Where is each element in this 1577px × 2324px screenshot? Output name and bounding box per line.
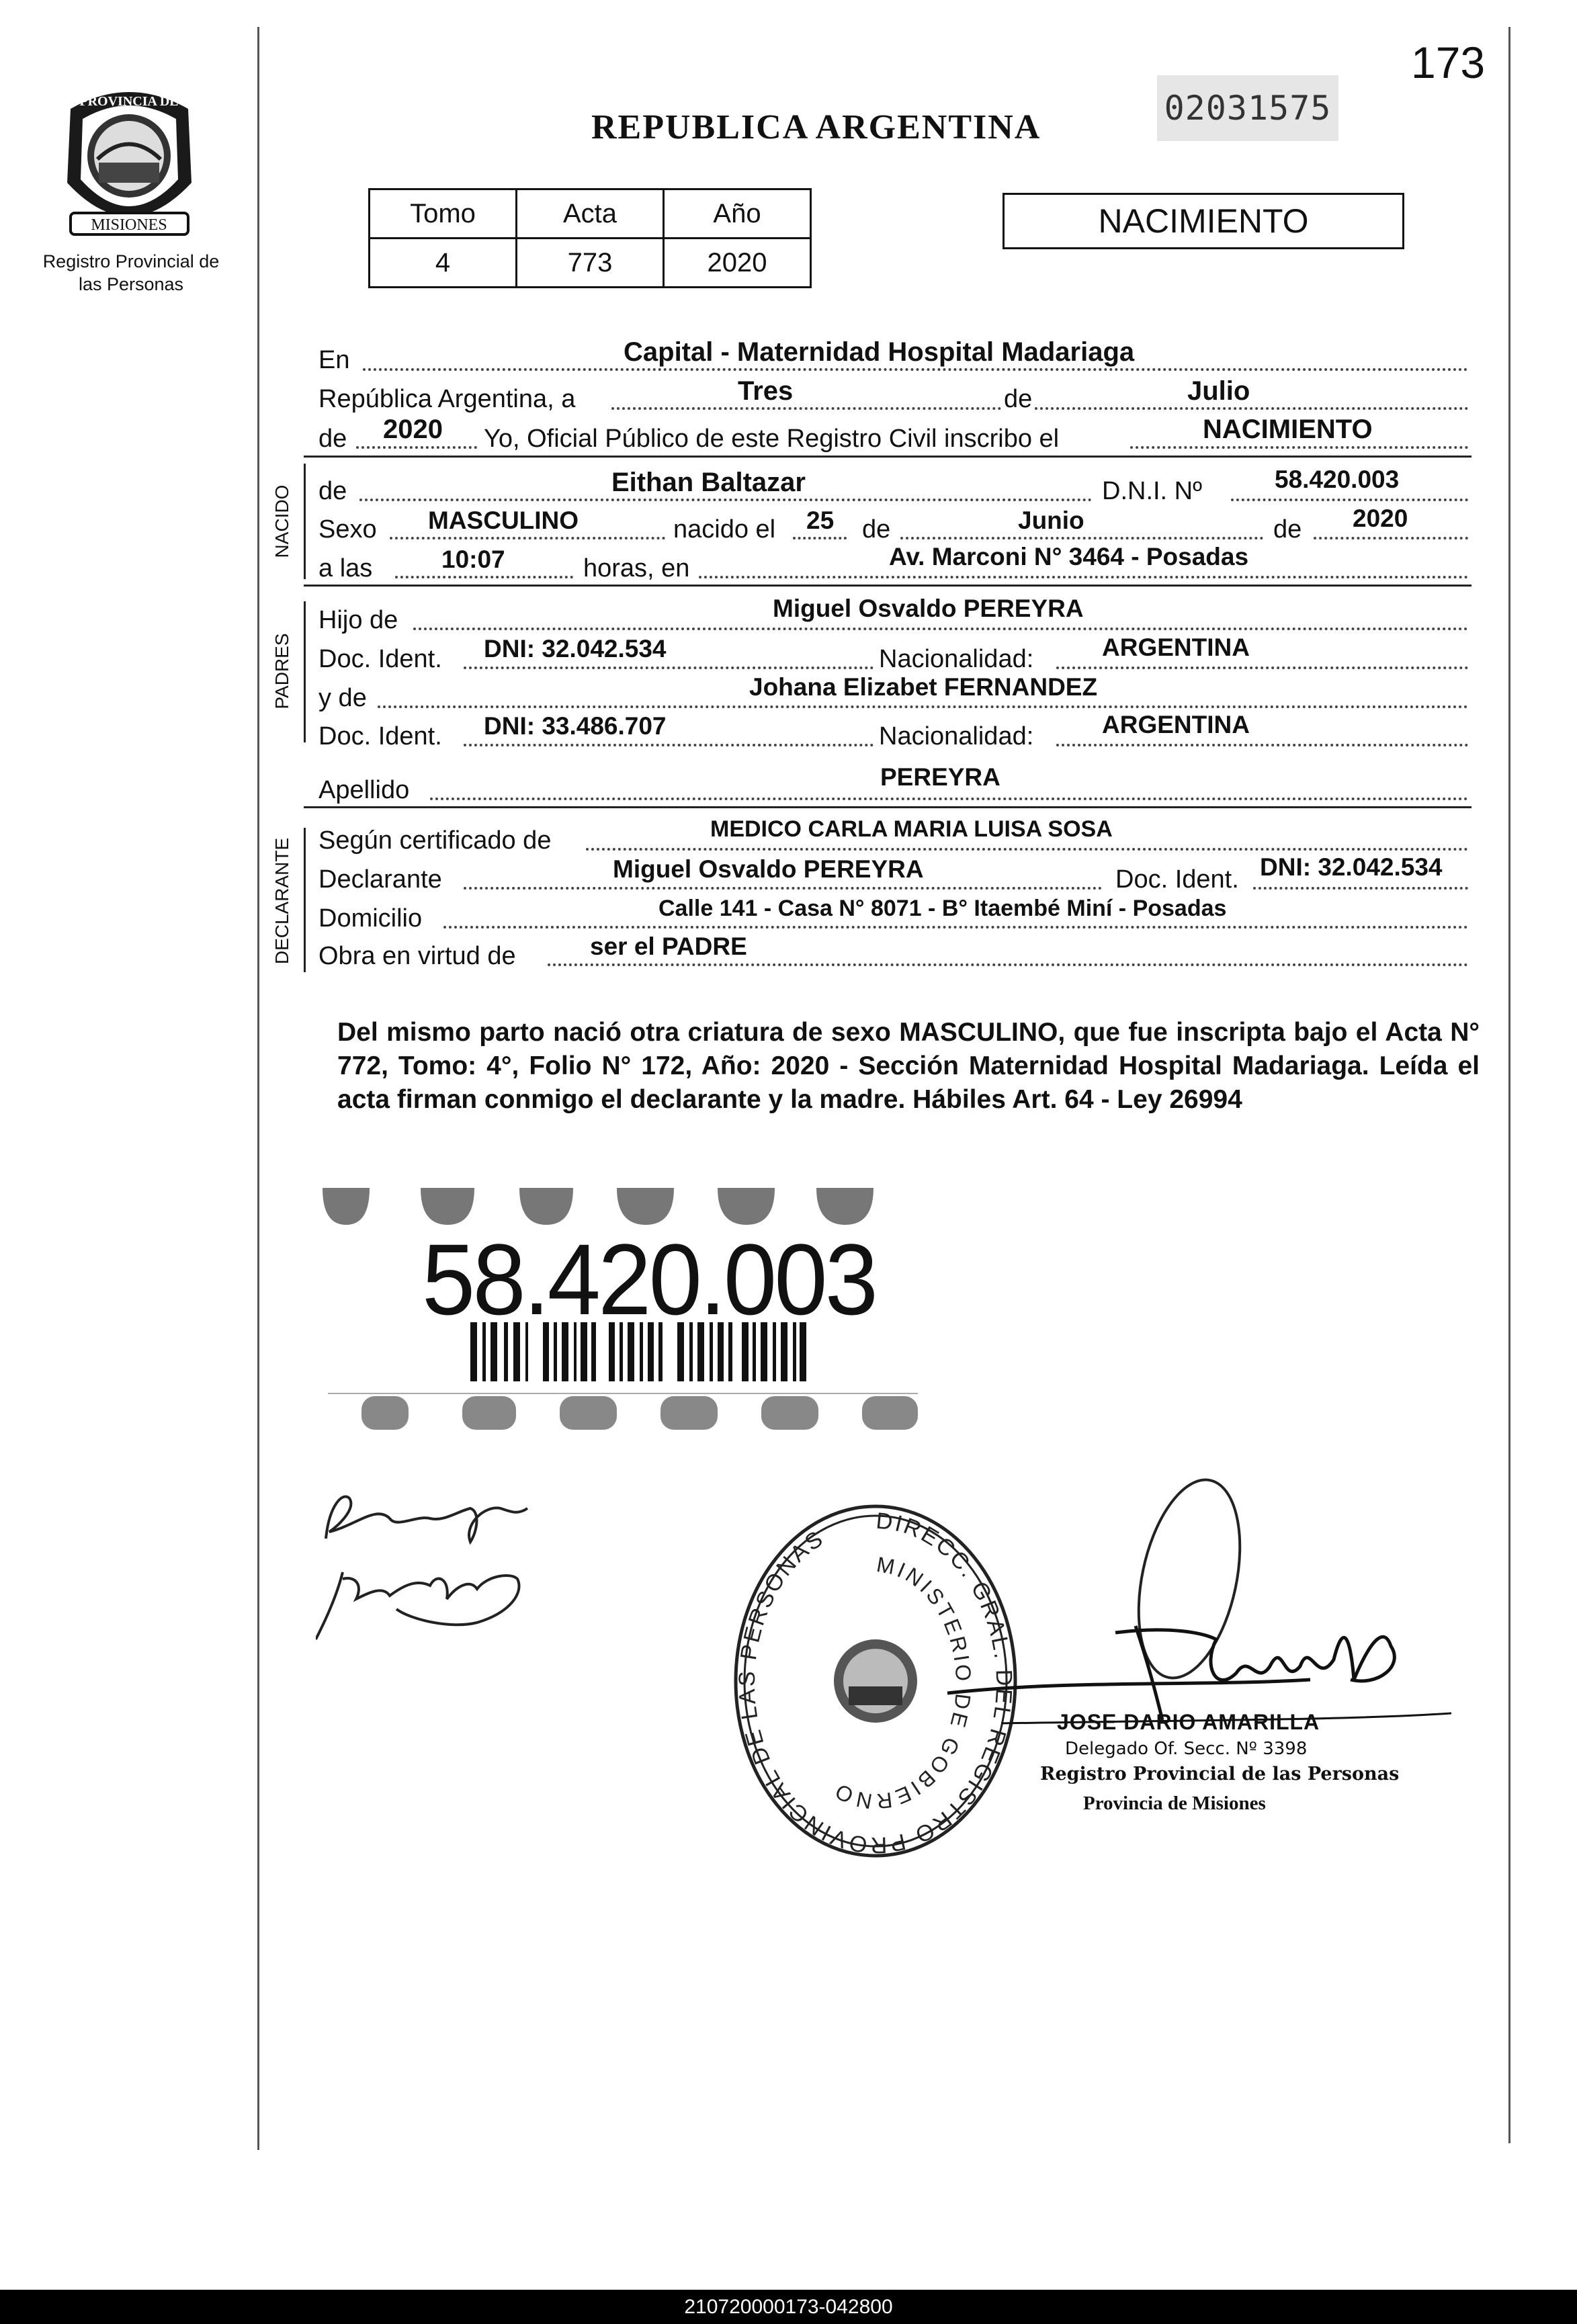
registry-name: Registro Provincial de las Personas (42, 251, 220, 294)
day-value: Tres (738, 376, 794, 406)
dots (900, 537, 1263, 540)
dots (390, 537, 665, 540)
dots (395, 576, 573, 578)
hours-label: horas, en (583, 554, 690, 583)
nacido-de-label: de (318, 477, 347, 505)
logo-top-text: PROVINCIA DE (79, 94, 179, 109)
scan-footer-code: 210720000173-042800 (0, 2290, 1577, 2324)
divider (304, 456, 1472, 458)
divider (304, 806, 1472, 808)
nacido-bracket (304, 464, 306, 579)
record-table (368, 188, 812, 288)
padres-bracket (304, 601, 306, 742)
declarante-doc-label: Doc. Ident. (1115, 865, 1239, 894)
dots (1056, 666, 1468, 669)
stamp-inner-text: MINISTERIO DE GOBIERNO (828, 1552, 976, 1814)
sticker-dni-number: 58.420.003 (422, 1223, 876, 1336)
child-dni-value: 58.420.003 (1275, 466, 1400, 493)
year-label: de (318, 425, 347, 453)
obra-value: ser el PADRE (590, 933, 747, 960)
birth-day-value: 25 (806, 507, 835, 534)
dots (356, 446, 477, 449)
dots (464, 666, 873, 669)
record-type-box: NACIMIENTO (1003, 193, 1404, 249)
father-name-value: Miguel Osvaldo PEREYRA (773, 595, 1084, 622)
mother-nationality-value: ARGENTINA (1102, 711, 1250, 738)
dots (611, 407, 1001, 410)
padres-section-label: PADRES (271, 633, 292, 709)
serial-number-stamp: 02031575 (1157, 75, 1338, 141)
notes-paragraph: Del mismo parto nació otra criatura de sexo MASCULINO, que fue inscripta bajo el Acta N° 772, Tomo: 4°, Folio N° 172, Año: 2020 - Sección Maternidad Hospital Madariaga. Leída el acta firman conmigo el declarante y la madre. Hábiles Art. 64 - Ley 26994 (337, 1018, 1480, 1114)
father-nationality-value: ARGENTINA (1102, 634, 1250, 661)
birth-year-value: 2020 (1353, 505, 1408, 532)
apellido-value: PEREYRA (880, 763, 1000, 791)
divider (304, 585, 1472, 587)
dots (1035, 407, 1468, 410)
official-name: JOSE DARIO AMARILLA (1057, 1710, 1320, 1734)
dots (413, 628, 1468, 630)
declarante-name-value: Miguel Osvaldo PEREYRA (613, 855, 924, 883)
time-label: a las (318, 554, 373, 583)
dots (363, 368, 1468, 371)
dots (464, 744, 873, 746)
declarant-signatures (316, 1478, 538, 1660)
birth-month-value: Junio (1018, 507, 1084, 534)
province-logo (57, 82, 202, 240)
declarante-doc-value: DNI: 32.042.534 (1260, 853, 1443, 881)
certificate-label: Según certificado de (318, 826, 552, 855)
page-number: 173 (1411, 38, 1486, 87)
hijo-label: Hijo de (318, 606, 398, 634)
month-label: de (1004, 385, 1033, 413)
mother-doc-label: Doc. Ident. (318, 722, 442, 750)
anio-value: 2020 (664, 239, 811, 288)
domicilio-value: Calle 141 - Casa N° 8071 - B° Itaembé Miní - Posadas (658, 896, 1227, 921)
month-value: Julio (1187, 376, 1250, 406)
declarante-section-label: DECLARANTE (271, 837, 292, 965)
father-doc-value: DNI: 32.042.534 (484, 635, 667, 662)
birthplace-value: Av. Marconi N° 3464 - Posadas (889, 543, 1249, 570)
dots (378, 705, 1468, 708)
birth-year-label: de (1273, 515, 1302, 544)
y-de-label: y de (318, 684, 367, 712)
act-type-value: NACIMIENTO (1203, 415, 1373, 444)
nacido-section-label: NACIDO (271, 484, 292, 558)
dots (430, 798, 1468, 800)
father-nationality-label: Nacionalidad: (879, 645, 1034, 673)
republic-label: República Argentina, a (318, 385, 576, 413)
dots (793, 537, 847, 540)
place-value: Capital - Maternidad Hospital Madariaga (624, 337, 1135, 367)
tomo-value: 4 (370, 239, 517, 288)
dots (1253, 887, 1468, 890)
dni-sticker (321, 1188, 918, 1432)
dots (1314, 537, 1468, 540)
dots (464, 887, 1102, 890)
sexo-value: MASCULINO (428, 507, 579, 534)
stamp-outer-text: DIRECC. GRAL. DEL REGISTRO PROVINCIAL DE LAS PERSONAS (734, 1508, 1017, 1858)
dots (586, 848, 1468, 851)
dots (359, 499, 1092, 501)
born-label: nacido el (673, 515, 776, 544)
mother-nationality-label: Nacionalidad: (879, 722, 1034, 750)
left-margin-line (257, 27, 259, 2150)
dots (1231, 499, 1468, 501)
officer-text: Yo, Oficial Público de este Registro Civil inscribo el (484, 425, 1060, 453)
domicilio-label: Domicilio (318, 904, 423, 933)
acta-header: Acta (517, 189, 664, 239)
dni-label: D.N.I. Nº (1102, 477, 1202, 505)
year-value: 2020 (383, 415, 443, 444)
mother-doc-value: DNI: 33.486.707 (484, 712, 667, 740)
father-doc-label: Doc. Ident. (318, 645, 442, 673)
time-value: 10:07 (441, 546, 505, 573)
official-registry: Registro Provincial de las Personas (1040, 1764, 1400, 1784)
obra-label: Obra en virtud de (318, 942, 516, 970)
right-margin-line (1508, 27, 1510, 2143)
declarante-bracket (304, 828, 306, 972)
tomo-header: Tomo (370, 189, 517, 239)
certificate-value: MEDICO CARLA MARIA LUISA SOSA (710, 816, 1113, 842)
birth-month-label: de (862, 515, 891, 544)
document-title: REPUBLICA ARGENTINA (591, 108, 1041, 146)
dots (443, 926, 1468, 929)
dots (548, 963, 1468, 966)
mother-name-value: Johana Elizabet FERNANDEZ (749, 673, 1098, 701)
acta-value: 773 (517, 239, 664, 288)
logo-bottom-text: MISIONES (91, 216, 167, 234)
en-label: En (318, 346, 350, 374)
anio-header: Año (664, 189, 811, 239)
child-name-value: Eithan Baltazar (611, 468, 806, 497)
official-title: Delegado Of. Secc. Nº 3398 (1065, 1739, 1308, 1759)
declarante-label: Declarante (318, 865, 442, 894)
sexo-label: Sexo (318, 515, 377, 544)
dots (1056, 744, 1468, 746)
official-province: Provincia de Misiones (1083, 1793, 1266, 1814)
dots (699, 576, 1468, 578)
dots (1130, 446, 1468, 449)
apellido-label: Apellido (318, 776, 410, 804)
